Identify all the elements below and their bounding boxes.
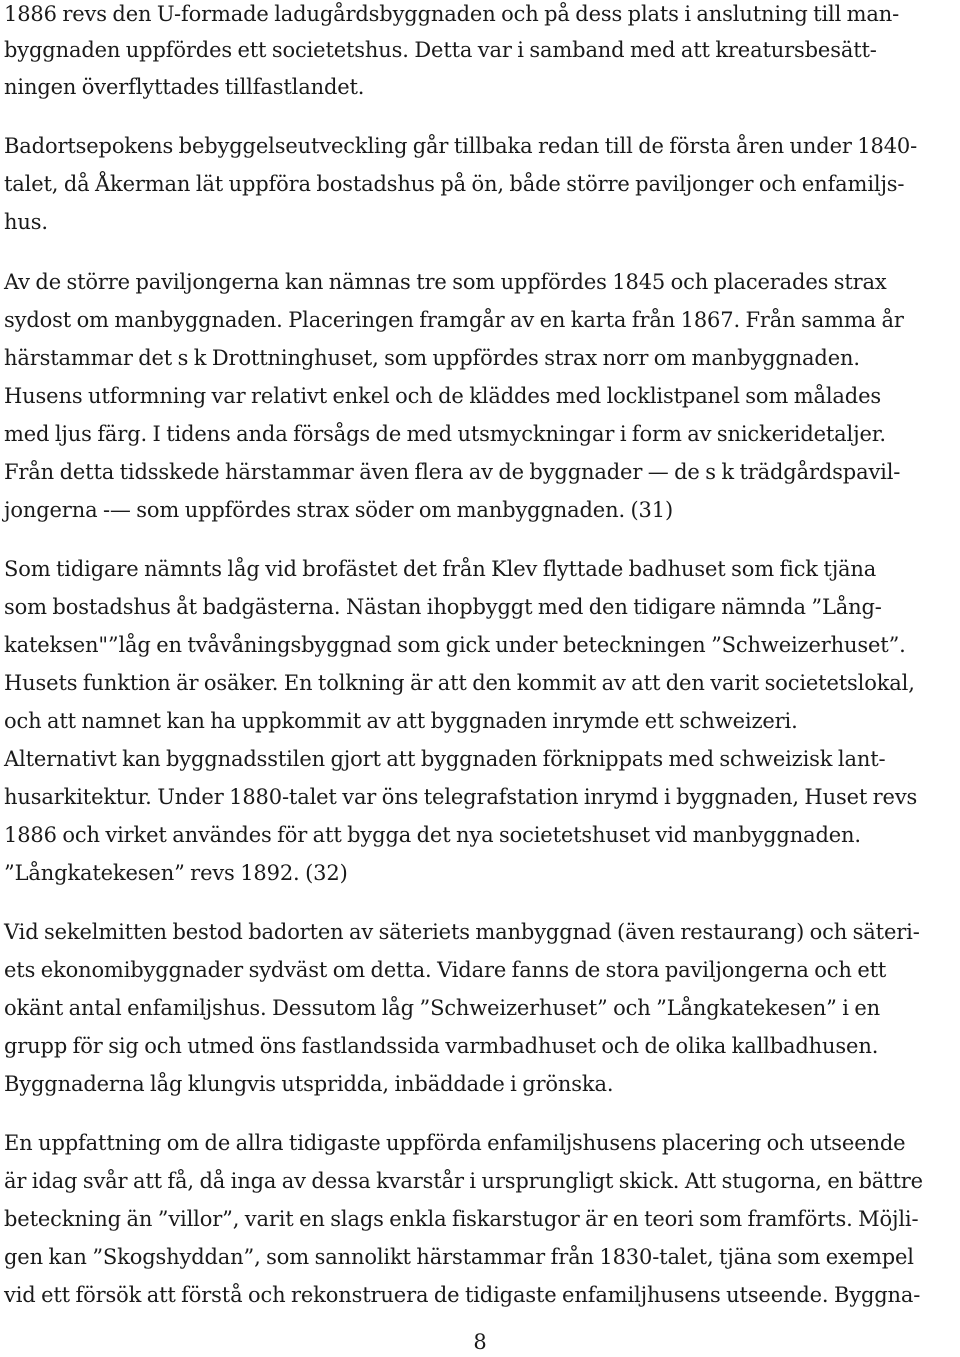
page-number: 8 <box>473 1330 487 1354</box>
text-line: och att namnet kan ha uppkommit av att byggnaden inrymde ett schweizeri. <box>4 709 798 733</box>
text-line: 1886 revs den U-formade ladugårdsbyggnaden och på dess plats i anslutning till man- <box>4 2 900 26</box>
text-line: 1886 och virket användes för att bygga det nya societetshuset vid manbyggnaden. <box>4 823 861 847</box>
text-line: vid ett försök att förstå och rekonstruera de tidigaste enfamiljhusens utseende. Byggna- <box>4 1283 921 1307</box>
text-line: Badortsepokens bebyggelseutveckling går tillbaka redan till de första åren under 1840- <box>4 134 918 158</box>
text-line: är idag svår att få, då inga av dessa kvarstår i ursprungligt skick. Att stugorna, en bättre <box>4 1169 923 1193</box>
text-line: Husens utformning var relativt enkel och de kläddes med locklistpanel som målades <box>4 384 881 408</box>
text-line: Från detta tidsskede härstammar även flera av de byggnader — de s k trädgårdspavil- <box>4 460 901 484</box>
text-line: ningen överflyttades tillfastlandet. <box>4 75 365 99</box>
text-line: gen kan ”Skogshyddan”, som sannolikt härstammar från 1830-talet, tjäna som exempel <box>4 1245 914 1269</box>
text-line: jongerna -— som uppfördes strax söder om manbyggnaden. (31) <box>4 498 674 522</box>
text-line: husarkitektur. Under 1880-talet var öns telegrafstation inrymd i byggnaden, Huset revs <box>4 785 918 809</box>
text-line: okänt antal enfamiljshus. Dessutom låg ”Schweizerhuset” och ”Långkatekesen” i en <box>4 996 881 1020</box>
text-line: med ljus färg. I tidens anda försågs de med utsmyckningar i form av snickeridetaljer. <box>4 422 886 446</box>
text-line: Som tidigare nämnts låg vid brofästet det från Klev flyttade badhuset som fick tjäna <box>4 557 877 581</box>
text-line: beteckning än ”villor”, varit en slags enkla fiskarstugor är en teori som framförts. Möjli- <box>4 1207 919 1231</box>
text-line: Alternativt kan byggnadsstilen gjort att byggnaden förknippats med schweizisk lant- <box>4 747 886 771</box>
text-line: ”Långkatekesen” revs 1892. (32) <box>4 861 348 885</box>
text-line: Av de större paviljongerna kan nämnas tre som uppfördes 1845 och placerades strax <box>4 270 887 294</box>
text-line: härstammar det s k Drottninghuset, som uppfördes strax norr om manbyggnaden. <box>4 346 860 370</box>
text-line: sydost om manbyggnaden. Placeringen framgår av en karta från 1867. Från samma år <box>4 308 904 332</box>
text-line: som bostadshus åt badgästerna. Nästan ihopbyggt med den tidigare nämnda ”Lång- <box>4 595 882 619</box>
text-line: byggnaden uppfördes ett societetshus. Detta var i samband med att kreatursbesätt- <box>4 38 877 62</box>
text-line: ets ekonomibyggnader sydväst om detta. Vidare fanns de stora paviljongerna och ett <box>4 958 887 982</box>
text-line: hus. <box>4 210 48 234</box>
text-line: En uppfattning om de allra tidigaste uppförda enfamiljshusens placering och utseende <box>4 1131 906 1155</box>
text-line: kateksen"”låg en tvåvåningsbyggnad som gick under beteckningen ”Schweizerhuset”. <box>4 633 906 657</box>
text-line: grupp för sig och utmed öns fastlandssida varmbadhuset och de olika kallbadhusen. <box>4 1034 879 1058</box>
text-line: Vid sekelmitten bestod badorten av säteriets manbyggnad (även restaurang) och säteri- <box>4 920 920 944</box>
text-line: Byggnaderna låg klungvis utspridda, inbäddade i grönska. <box>4 1072 614 1096</box>
text-line: talet, då Åkerman lät uppföra bostadshus på ön, både större paviljonger och enfamiljs- <box>4 172 905 196</box>
text-line: Husets funktion är osäker. En tolkning är att den kommit av att den varit societetslokal, <box>4 671 915 695</box>
